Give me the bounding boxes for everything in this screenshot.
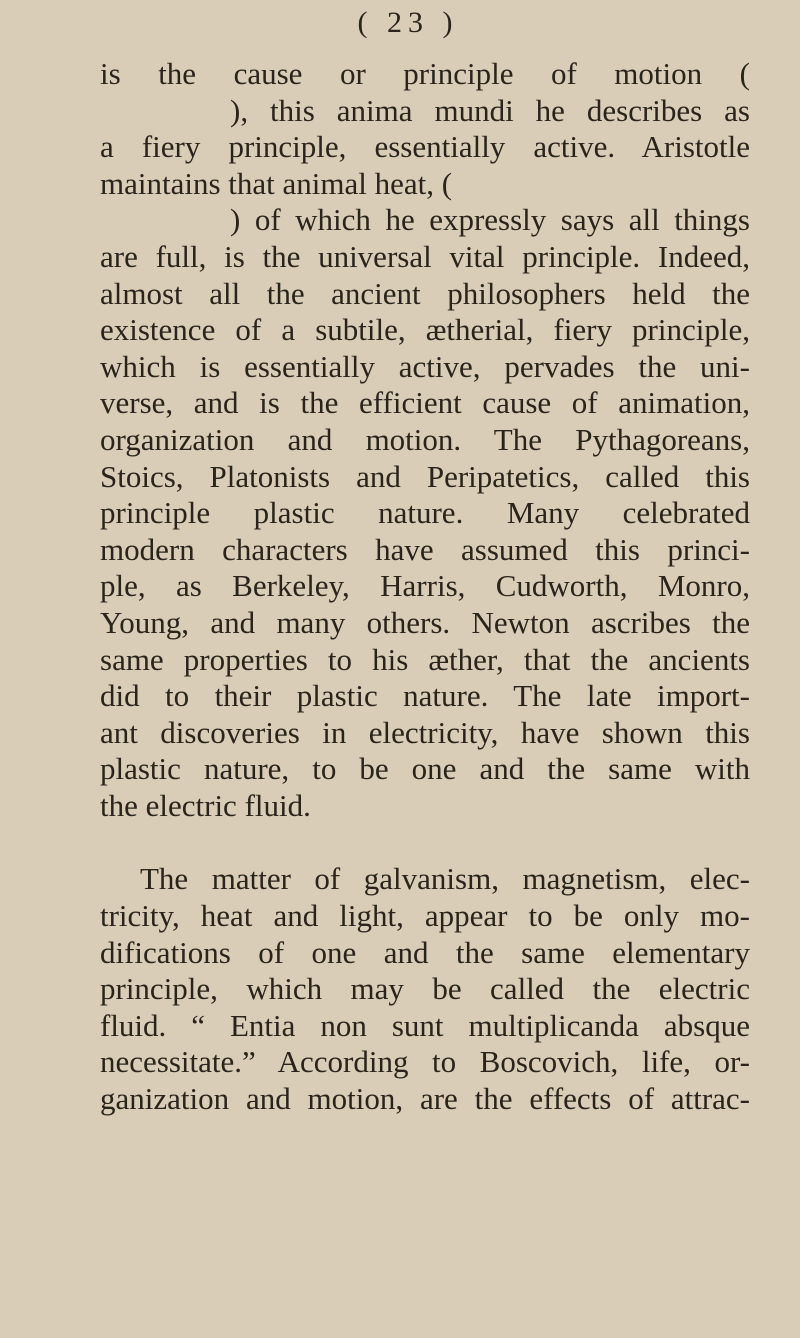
text-line: fluid. “ Entia non sunt multiplicanda absque [100, 1007, 750, 1043]
text-line: difications of one and the same elementary [100, 934, 750, 970]
paragraph-gap [100, 824, 750, 861]
text-line: modern characters have assumed this princi- [100, 531, 750, 567]
text-line: tricity, heat and light, appear to be only mo- [100, 898, 750, 934]
text-line: organization and motion. The Pythagoreans, [100, 421, 750, 457]
text-line: a fiery principle, essentially active. Aristotle [100, 129, 750, 165]
text-line: Stoics, Platonists and Peripatetics, called this [100, 458, 750, 494]
text-line: ), this anima mundi he describes as [230, 92, 750, 128]
page-number: ( 23 ) [357, 6, 459, 39]
text-line: ple, as Berkeley, Harris, Cudworth, Monro, [100, 568, 750, 604]
text-line: is the cause or principle of motion ( [100, 56, 750, 91]
text-line: plastic nature, to be one and the same with [100, 751, 750, 787]
text-line: ) of which he expressly says all things [230, 202, 750, 238]
body-text [100, 56, 750, 1118]
text-line: The matter of galvanism, magnetism, elec- [140, 861, 750, 897]
text-line: necessitate.” According to Boscovich, life, or- [100, 1044, 750, 1080]
paragraph [100, 861, 750, 1117]
text-line: did to their plastic nature. The late import- [100, 678, 750, 714]
text-line: existence of a subtile, ætherial, fiery principle, [100, 312, 750, 348]
text-line: ant discoveries in electricity, have shown this [100, 714, 750, 750]
text-line: verse, and is the efficient cause of animation, [100, 385, 750, 421]
text-line: principle, which may be called the electric [100, 971, 750, 1007]
paragraph [100, 56, 750, 824]
text-line: almost all the ancient philosophers held the [100, 275, 750, 311]
text-line: the electric fluid. [100, 787, 311, 823]
text-line: ganization and motion, are the effects of attrac- [100, 1081, 750, 1117]
text-line: are full, is the universal vital principle. Indeed, [100, 238, 750, 274]
text-line: maintains that animal heat, ( [100, 165, 453, 201]
text-line: Young, and many others. Newton ascribes the [100, 604, 750, 640]
text-line: which is essentially active, pervades the uni- [100, 348, 750, 384]
text-line: same properties to his æther, that the ancients [100, 641, 750, 677]
text-line: principle plastic nature. Many celebrated [100, 495, 750, 531]
